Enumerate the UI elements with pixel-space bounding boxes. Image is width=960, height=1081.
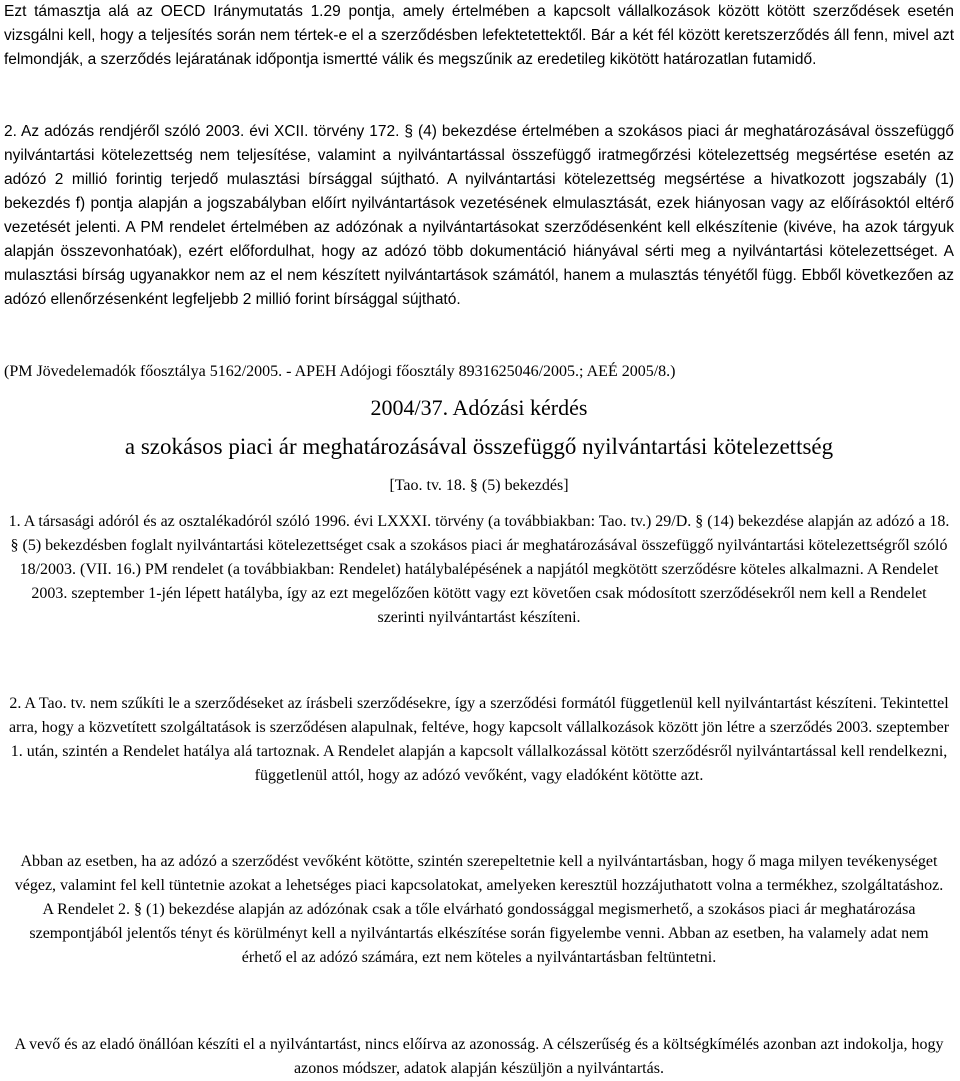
intro-paragraph-oecd: Ezt támasztja alá az OECD Iránymutatás 1.29 pontja, amely értelmében a kapcsolt vállalkozások között kötött szerződések esetén vizsgálni kell, hogy a teljesítés során nem tértek-e el a szerződésben lefektetettektől. Bár a két fél között keretszerződés áll fenn, mivel azt felmondják, a szerződés lejáratának időpontja ismertté válik és megszűnik az eredetileg kikötött határozatlan futamidő. bbox=[4, 3, 954, 68]
reference-line: (PM Jövedelemadók főosztálya 5162/2005. - APEH Adójogi főosztály 8931625046/2005.; AEÉ 2005/8.) bbox=[4, 363, 676, 380]
section-paragraph-2: 2. A Tao. tv. nem szűkíti le a szerződéseket az írásbeli szerződésekre, így a szerződési formától függetlenül kell nyilvántartást készíteni. Tekintettel arra, hogy a közvetített szolgáltatások is szerződésen alapulnak, feltéve, hogy kapcsolt vállalkozások között jön létre a szerződés 2003. szeptember 1. után, szintén a Rendelet hatálya alá tartoznak. A Rendelet alapján a kapcsolt vállalkozással kötött szerződésről nyilvántartással kell rendelkezni, függetlenül attól, hogy az adózó vevőként, vagy eladóként kötötte azt. bbox=[8, 695, 950, 784]
section-number-heading: 2004/37. Adózási kérdés bbox=[370, 395, 588, 420]
intro-paragraph-penalty: 2. Az adózás rendjéről szóló 2003. évi XCII. törvény 172. § (4) bekezdése értelmében a szokásos piaci ár meghatározásával összefüggő nyilvántartási kötelezettség nem teljesítése, valamint a nyilvántartással összefüggő iratmegőrzési kötelezettség megsértése esetén az adózó 2 millió forintig terjedő mulasztási bírsággal sújtható. A nyilvántartási kötelezettség megsértése a hivatkozott jogszabály (1) bekezdés f) pontja alapján a jogszabályban előírt nyilvántartások vezetésének elmulasztását, ezek hiányosan vagy az előírásoktól eltérő vezetését jelenti. A PM rendelet értelmében az adózónak a nyilvántartásokat szerződésenként kell elkészítenie (kivéve, ha azok tárgyuk alapján összevonhatóak), ezért előfordulhat, hogy az adózó több dokumentáció hiányával sérti meg a nyilvántartási kötelezettséget. A mulasztási bírság ugyanakkor nem az el nem készített nyilvántartások számától, hanem a mulasztás tényétől függ. Ebből következően az adózó ellenőrzésenként legfeljebb 2 millió forint bírsággal sújtható. bbox=[4, 123, 954, 308]
section-paragraph-4: A vevő és az eladó önállóan készíti el a nyilvántartást, nincs előírva az azonosság. A célszerűség és a költségkímélés azonban azt indokolja, hogy azonos módszer, adatok alapján készüljön a nyilvántartás. bbox=[14, 1036, 944, 1077]
section-paragraph-1: 1. A társasági adóról és az osztalékadóról szóló 1996. évi LXXXI. törvény (a továbbiakban: Tao. tv.) 29/D. § (14) bekezdése alapján az adózó a 18. § (5) bekezdésben foglalt nyilvántartási kötelezettséget csak a szokásos piaci ár meghatározásával összefüggő nyilvántartási kötelezettségről szóló 18/2003. (VII. 16.) PM rendelet (a továbbiakban: Rendelet) hatálybalépésének a napjától megkötött szerződésre köteles alkalmazni. A Rendelet 2003. szeptember 1-jén lépett hatályba, így az ezt megelőzően kötött vagy ezt követően csak módosított szerződésekről nem kell a Rendelet szerinti nyilvántartást készíteni. bbox=[8, 513, 950, 626]
section-paragraph-3: Abban az esetben, ha az adózó a szerződést vevőként kötötte, szintén szerepeltetnie kell a nyilvántartásban, hogy ő maga milyen tevékenységet végez, valamint fel kell tüntetnie azokat a lehetséges piaci kapcsolatokat, amelyeken keresztül hozzájuthatott volna a termékhez, szolgáltatáshoz. A Rendelet 2. § (1) bekezdése alapján az adózónak csak a tőle elvárható gondossággal megismerhető, a szokásos piaci ár meghatározása szempontjából jelentős tényt és körülményt kell a nyilvántartás elkészítése során figyelembe venni. Abban az esetben, ha valamely adat nem érhető el az adózó számára, ezt nem köteles a nyilvántartásban feltüntetni. bbox=[14, 853, 944, 966]
section-title-heading: a szokásos piaci ár meghatározásával összefüggő nyilvántartási kötelezettség bbox=[124, 434, 834, 459]
section-subtitle: [Tao. tv. 18. § (5) bekezdés] bbox=[389, 477, 569, 494]
